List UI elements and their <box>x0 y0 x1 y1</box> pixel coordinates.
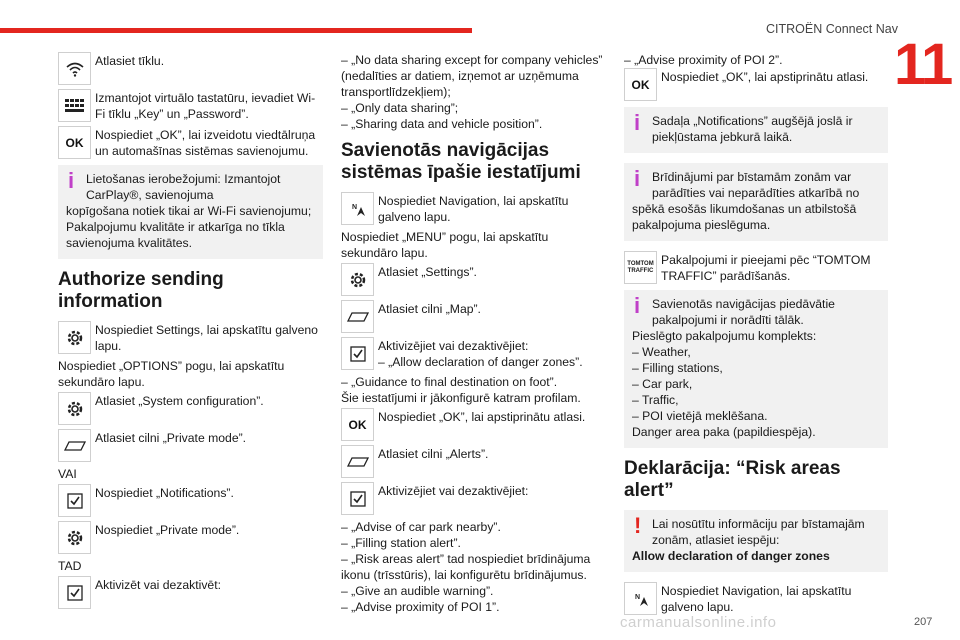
step-toggle-alerts <box>341 482 606 515</box>
info-note <box>624 290 888 448</box>
step-navigation <box>341 192 606 225</box>
section-heading-risk: Deklarācija: “Risk areas alert” <box>624 458 841 501</box>
step-settings <box>341 263 606 296</box>
list-item: – „Advise proximity of POI 2”. <box>624 53 783 67</box>
checkbox-icon <box>341 482 374 515</box>
step-ok <box>58 126 323 159</box>
step-tomtom <box>624 251 888 284</box>
info-note <box>624 163 888 241</box>
step-keyboard <box>58 89 323 122</box>
step-text: Nospiediet „Notifications”. <box>95 486 234 500</box>
step-private-mode <box>58 521 323 554</box>
info-icon: i <box>634 293 641 318</box>
note-text-rest: spēkā esošās likumdošanas un atbilstošā pakalpojuma pieslēguma. <box>632 202 857 232</box>
note-text-rest: kopīgošana notiek tikai ar Wi-Fi savienojumu; Pakalpojumu kvalitāte ir atkarīga no tīkla savienojuma kvalitātes. <box>66 204 312 250</box>
step-select-network <box>58 52 323 85</box>
gear-icon <box>58 321 91 354</box>
step-text: Atlasiet „System configuration”. <box>95 394 264 408</box>
info-icon: i <box>68 168 75 193</box>
service-item: – Filling stations, <box>632 361 723 375</box>
step-notifications <box>58 484 323 517</box>
notification-icon <box>58 484 91 517</box>
step-ok <box>624 68 888 101</box>
step-text-a: Aktivizējiet vai dezaktivējiet: <box>378 339 529 353</box>
step-toggle <box>58 576 323 609</box>
list-item: – „Advise proximity of POI 1”. <box>341 600 500 614</box>
page-number: 207 <box>914 616 933 628</box>
note-text-first: Lietošanas ierobežojumi: Izmantojot CarPlay®, savienojuma <box>86 172 281 202</box>
label-or: VAI <box>58 467 77 481</box>
service-item: Danger area paka (papildiespēja). <box>632 425 816 439</box>
step-text: Atlasiet cilni „Map”. <box>378 302 481 316</box>
info-icon: i <box>634 166 641 191</box>
paragraph: Nospiediet „OPTIONS” pogu, lai apskatītu sekundāro lapu. <box>58 359 285 389</box>
alert-list <box>341 519 606 615</box>
note-text: Sadaļa „Notifications” augšējā joslā ir piekļūstama jebkurā laikā. <box>652 114 853 144</box>
step-text: Nospiediet Settings, lai apskatītu galveno lapu. <box>95 323 318 353</box>
step-text: Aktivizējiet vai dezaktivējiet: <box>378 484 529 498</box>
step-text: Izmantojot virtuālo tastatūru, ievadiet Wi-Fi tīklu „Key” un „Password”. <box>95 91 316 121</box>
step-toggle-danger <box>341 337 606 370</box>
gear-icon <box>341 263 374 296</box>
gear-icon <box>58 392 91 425</box>
warning-note <box>624 510 888 572</box>
navigation-icon <box>624 582 657 615</box>
note-text-bold <box>632 548 880 564</box>
step-text: Aktivizēt vai dezaktivēt: <box>95 578 221 592</box>
step-text: Nospiediet Navigation, lai apskatītu galveno lapu. <box>378 194 569 224</box>
info-note <box>58 165 323 259</box>
step-text: Nospiediet „OK”, lai apstiprinātu atlasi. <box>378 410 586 424</box>
service-item: – Traffic, <box>632 393 679 407</box>
header-red-bar <box>0 28 472 33</box>
section-heading-settings: Savienotās navigācijas sistēmas īpašie iestatījumi <box>341 140 581 183</box>
step-map-tab <box>341 300 606 333</box>
step-text <box>378 337 583 370</box>
ok-icon: OK <box>58 126 91 159</box>
wifi-icon <box>58 52 91 85</box>
list-item: – „No data sharing except for company vehicles” (nedalīties ar datiem, izņemot ar uzņēmuma transportlīdzekļiem); <box>341 53 603 99</box>
option-list <box>341 52 606 132</box>
step-text: Atlasiet cilni „Alerts”. <box>378 447 489 461</box>
service-item: – Car park, <box>632 377 693 391</box>
section-heading-authorize: Authorize sending information <box>58 269 224 312</box>
keyboard-icon <box>58 89 91 122</box>
bold-option: Allow declaration of danger zones <box>632 549 830 563</box>
step-text: Nospiediet „OK”, lai apstiprinātu atlasi. <box>661 70 869 84</box>
step-alerts-tab <box>341 445 606 478</box>
tab-icon <box>341 300 374 333</box>
tomtom-traffic-logo: TOMTOM TRAFFIC <box>624 251 657 284</box>
step-text: Pakalpojumi ir pieejami pēc “TOMTOM TRAFFIC” parādīšanās. <box>661 253 871 283</box>
checkbox-icon <box>341 337 374 370</box>
watermark: carmanualsonline.info <box>620 614 777 631</box>
step-text: Nospiediet „Private mode”. <box>95 523 240 537</box>
checkbox-icon <box>58 576 91 609</box>
step-text: Atlasiet cilni „Private mode”. <box>95 431 247 445</box>
svg-text:N: N <box>351 203 357 211</box>
tab-icon <box>58 429 91 462</box>
warning-icon: ! <box>634 513 642 538</box>
step-text-b: – „Allow declaration of danger zones”. <box>378 355 583 369</box>
service-item: – Weather, <box>632 345 691 359</box>
paragraph: Šie iestatījumi ir jākonfigurē katram profilam. <box>341 391 581 405</box>
paragraph: Nospiediet „MENU” pogu, lai apskatītu sekundāro lapu. <box>341 230 549 260</box>
step-text: Atlasiet tīklu. <box>95 54 165 68</box>
ok-icon: OK <box>624 68 657 101</box>
list-item: – „Advise of car park nearby”. <box>341 520 501 534</box>
step-private-tab <box>58 429 323 462</box>
list-item: – „Give an audible warning”. <box>341 584 494 598</box>
info-note <box>624 107 888 153</box>
step-text: Nospiediet Navigation, lai apskatītu galveno lapu. <box>661 584 852 614</box>
step-ok <box>341 408 606 441</box>
gear-icon <box>58 521 91 554</box>
svg-text:N: N <box>634 593 640 601</box>
header-title: CITROËN Connect Nav <box>766 22 898 36</box>
navigation-icon <box>341 192 374 225</box>
column-1 <box>58 52 323 613</box>
label-then: TAD <box>58 559 82 573</box>
list-item: – „Filling station alert”. <box>341 536 461 550</box>
list-item: – „Guidance to final destination on foot”. <box>341 375 558 389</box>
step-text: Nospiediet „OK”, lai izveidotu viedtālruņa un automašīnas sistēmas savienojumu. <box>95 128 316 158</box>
list-item: – „Sharing data and vehicle position”. <box>341 117 543 131</box>
step-text: Atlasiet „Settings”. <box>378 265 477 279</box>
step-navigation <box>624 582 888 615</box>
chapter-number: 11 <box>894 32 952 97</box>
column-3 <box>624 52 888 619</box>
service-item: – POI vietējā meklēšana. <box>632 409 768 423</box>
tab-icon <box>341 445 374 478</box>
note-text-first: Brīdinājumi par bīstamām zonām var parādīties vai neparādīties atkarībā no <box>652 170 860 200</box>
ok-icon: OK <box>341 408 374 441</box>
column-2 <box>341 52 606 615</box>
service-item: Pieslēgto pakalpojumu komplekts: <box>632 329 817 343</box>
list-item: – „Risk areas alert” tad nospiediet brīdinājuma ikonu (trīsstūris), lai konfigurētu brīdinājumus. <box>341 552 591 582</box>
step-system-config <box>58 392 323 425</box>
note-text-first: Lai nosūtītu informāciju par bīstamajām zonām, atlasiet iespēju: <box>652 517 865 547</box>
list-item: – „Only data sharing”; <box>341 101 459 115</box>
step-settings <box>58 321 323 354</box>
info-icon: i <box>634 110 641 135</box>
note-text-first: Savienotās navigācijas piedāvātie pakalpojumi ir norādīti tālāk. <box>652 297 835 327</box>
